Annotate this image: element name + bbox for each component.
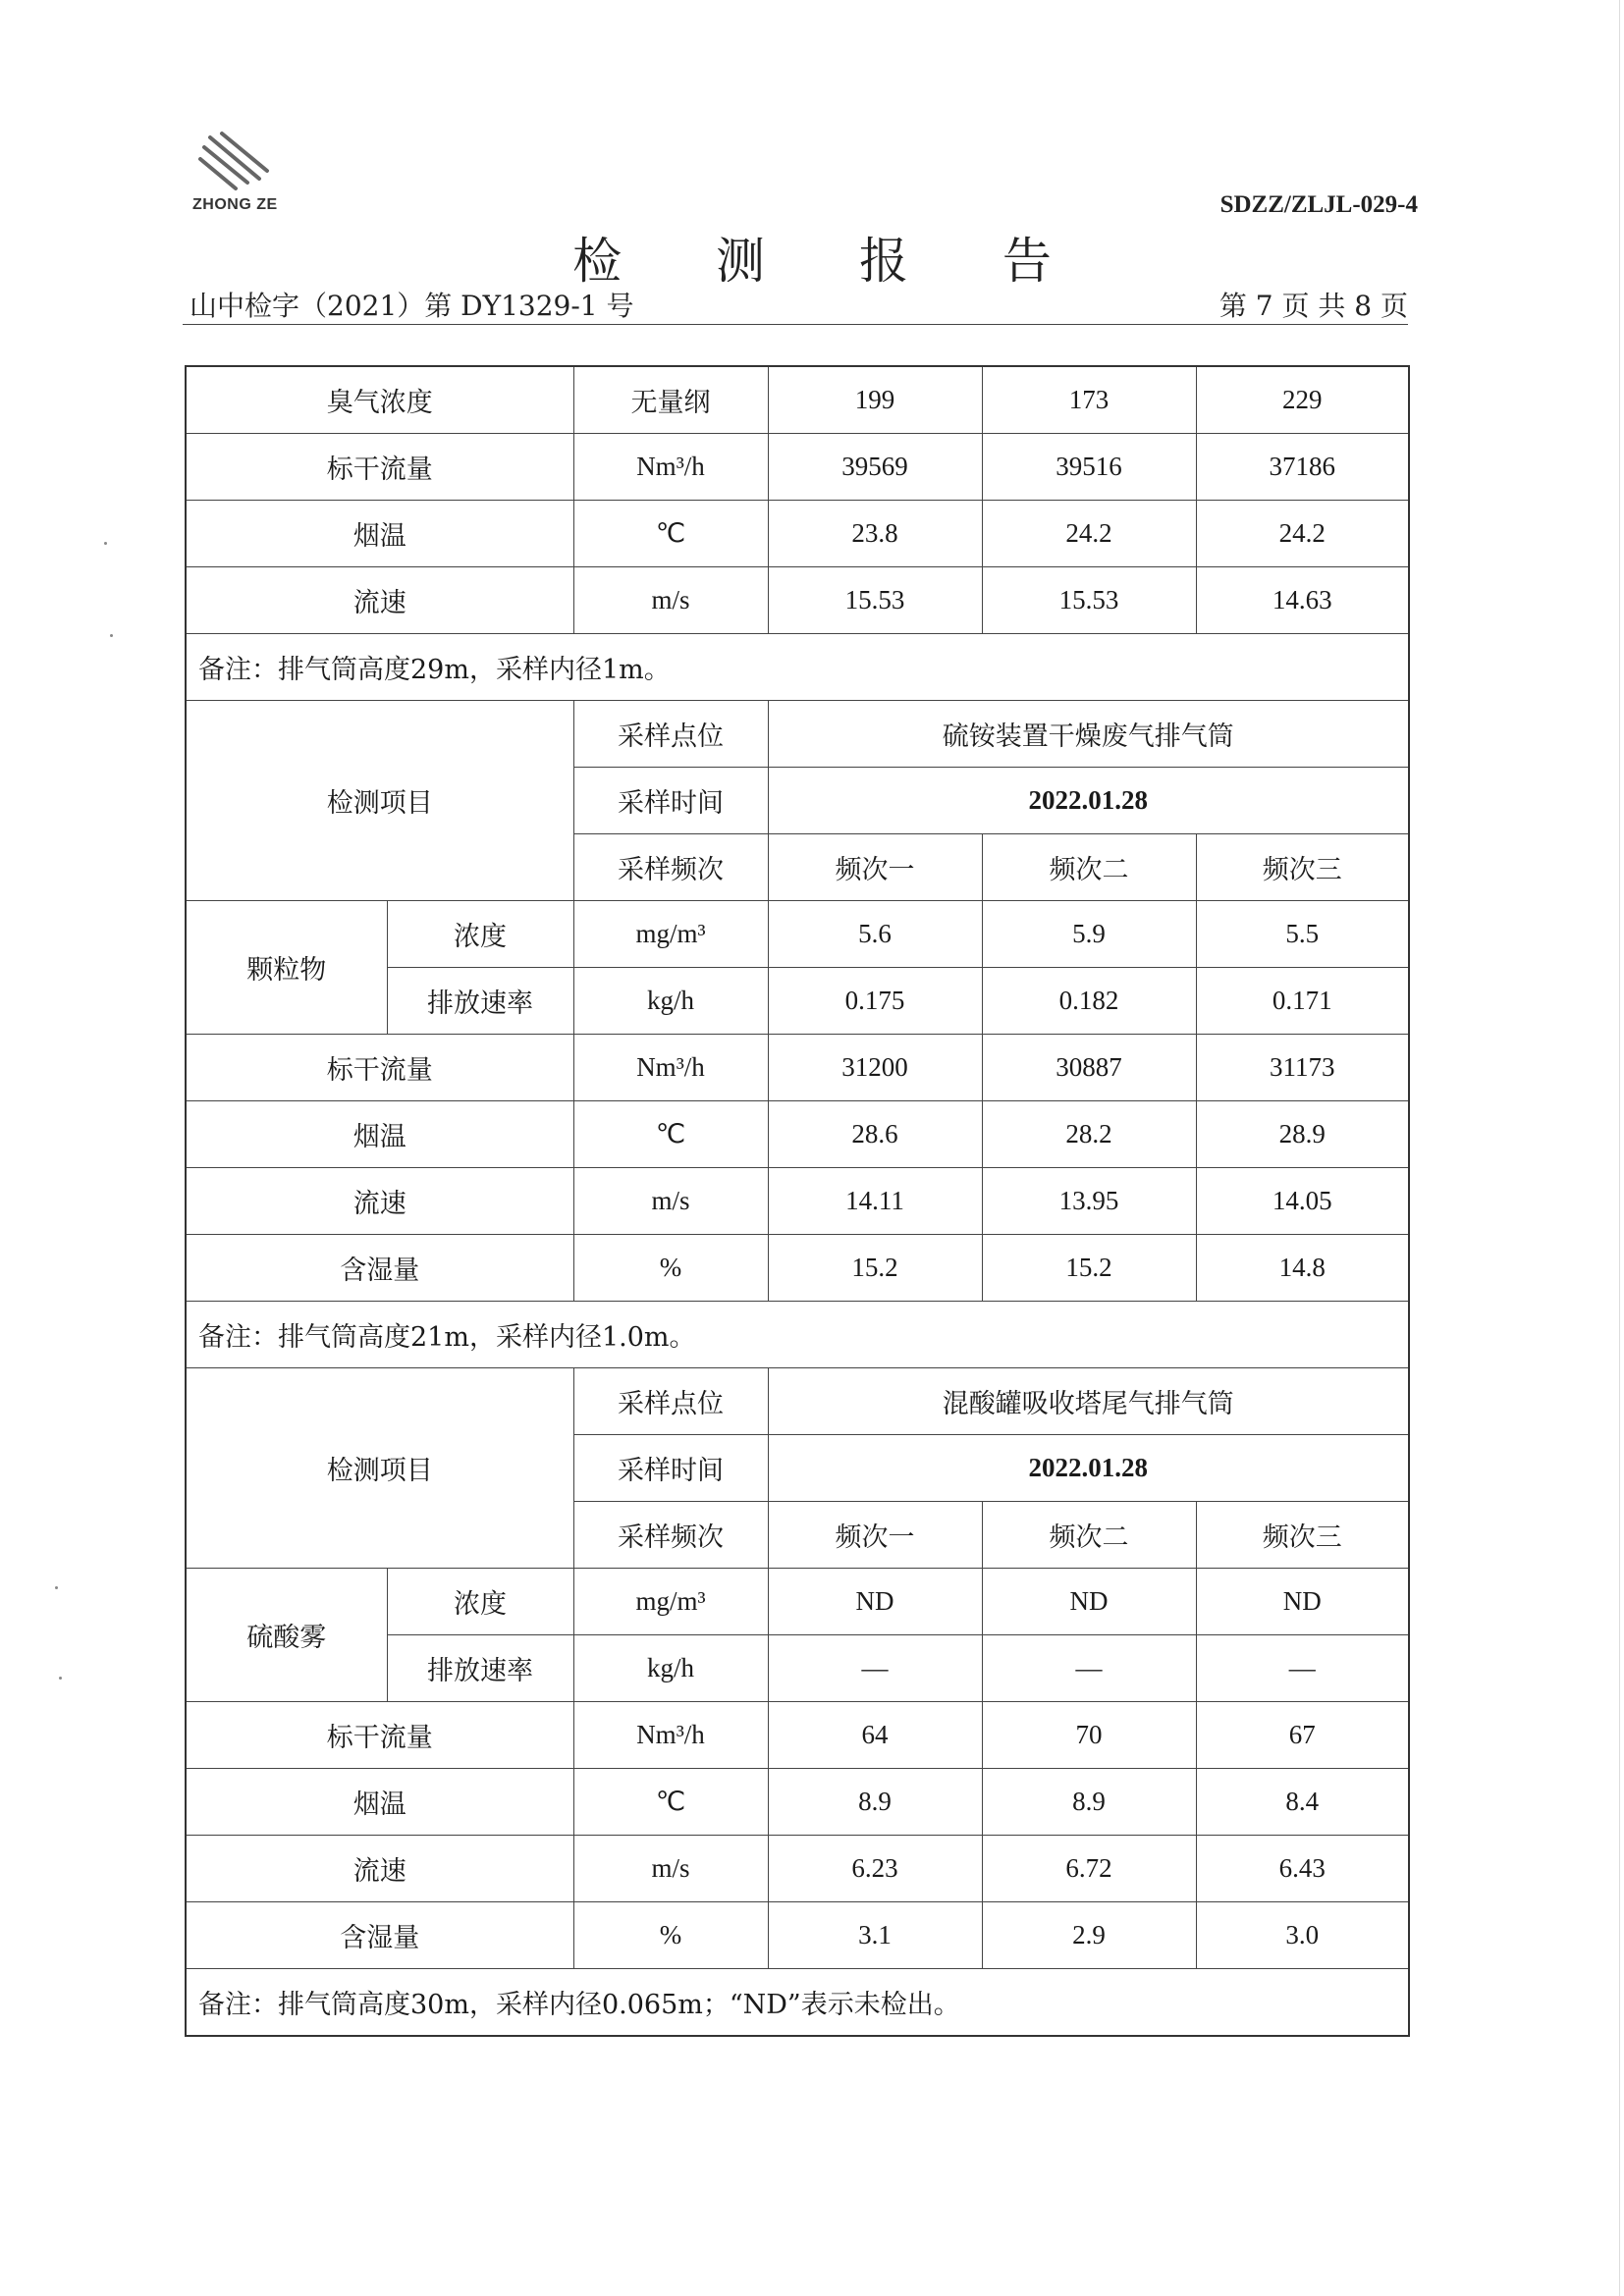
- site-cell: 硫铵装置干燥废气排气筒: [768, 701, 1409, 768]
- value-cell: 5.6: [768, 901, 982, 968]
- unit-cell: m/s: [573, 567, 768, 634]
- site-label-cell: 采样点位: [573, 1368, 768, 1435]
- unit-cell: %: [573, 1235, 768, 1302]
- value-cell: 173: [982, 366, 1196, 434]
- value-cell: —: [982, 1635, 1196, 1702]
- table-row: [186, 1769, 1409, 1836]
- table-row: [186, 1836, 1409, 1902]
- item-label-cell: 检测项目: [186, 1368, 573, 1569]
- unit-cell: kg/h: [573, 968, 768, 1035]
- scan-edge: [1619, 0, 1620, 2296]
- test-results-table: [185, 365, 1410, 2037]
- item-cell: 标干流量: [186, 1702, 573, 1769]
- table-row: [186, 567, 1409, 634]
- unit-cell: %: [573, 1902, 768, 1969]
- value-cell: —: [1196, 1635, 1409, 1702]
- value-cell: ND: [768, 1569, 982, 1635]
- value-cell: 28.9: [1196, 1101, 1409, 1168]
- value-cell: 229: [1196, 366, 1409, 434]
- table-row: [186, 1569, 1409, 1635]
- value-cell: 28.2: [982, 1101, 1196, 1168]
- value-cell: 3.1: [768, 1902, 982, 1969]
- unit-cell: mg/m³: [573, 1569, 768, 1635]
- unit-cell: Nm³/h: [573, 1702, 768, 1769]
- item-cell: 浓度: [387, 901, 573, 968]
- unit-cell: ℃: [573, 501, 768, 567]
- value-cell: 28.6: [768, 1101, 982, 1168]
- value-cell: 67: [1196, 1702, 1409, 1769]
- table-row: [186, 434, 1409, 501]
- unit-cell: ℃: [573, 1101, 768, 1168]
- value-cell: 8.9: [768, 1769, 982, 1836]
- value-cell: 14.05: [1196, 1168, 1409, 1235]
- unit-cell: Nm³/h: [573, 434, 768, 501]
- time-cell: 2022.01.28: [768, 1435, 1409, 1502]
- value-cell: 199: [768, 366, 982, 434]
- remark-cell: 备注：排气筒高度29m，采样内径1m。: [186, 634, 1409, 701]
- unit-cell: m/s: [573, 1168, 768, 1235]
- value-cell: 70: [982, 1702, 1196, 1769]
- item-cell: 烟温: [186, 1101, 573, 1168]
- scan-speck: [110, 634, 113, 637]
- value-cell: 14.63: [1196, 567, 1409, 634]
- item-label-cell: 检测项目: [186, 701, 573, 901]
- table-row: [186, 501, 1409, 567]
- value-cell: 14.11: [768, 1168, 982, 1235]
- item-cell: 臭气浓度: [186, 366, 573, 434]
- unit-cell: ℃: [573, 1769, 768, 1836]
- value-cell: 15.53: [982, 567, 1196, 634]
- value-cell: 0.171: [1196, 968, 1409, 1035]
- freq-cell: 频次三: [1196, 834, 1409, 901]
- table-row: [186, 1368, 1409, 1435]
- value-cell: 6.72: [982, 1836, 1196, 1902]
- freq-cell: 频次二: [982, 1502, 1196, 1569]
- item-cell: 流速: [186, 1168, 573, 1235]
- value-cell: 8.4: [1196, 1769, 1409, 1836]
- item-cell: 排放速率: [387, 968, 573, 1035]
- report-number: 山中检字（2021）第 DY1329-1 号: [189, 290, 634, 322]
- logo-text: ZHONG ZE: [192, 196, 278, 213]
- table-row: [186, 1302, 1409, 1368]
- item-cell: 标干流量: [186, 1035, 573, 1101]
- value-cell: 15.53: [768, 567, 982, 634]
- freq-cell: 频次一: [768, 1502, 982, 1569]
- value-cell: 15.2: [982, 1235, 1196, 1302]
- site-cell: 混酸罐吸收塔尾气排气筒: [768, 1368, 1409, 1435]
- value-cell: 6.43: [1196, 1836, 1409, 1902]
- time-label-cell: 采样时间: [573, 768, 768, 834]
- table-row: [186, 701, 1409, 768]
- table-row: [186, 366, 1409, 434]
- value-cell: ND: [1196, 1569, 1409, 1635]
- value-cell: 0.182: [982, 968, 1196, 1035]
- table-row: [186, 1702, 1409, 1769]
- table-row: [186, 1235, 1409, 1302]
- item-cell: 烟温: [186, 501, 573, 567]
- value-cell: 64: [768, 1702, 982, 1769]
- value-cell: 5.5: [1196, 901, 1409, 968]
- table-row: [186, 1969, 1409, 2037]
- table-row: [186, 1101, 1409, 1168]
- freq-label-cell: 采样频次: [573, 1502, 768, 1569]
- table-row: [186, 1035, 1409, 1101]
- value-cell: 3.0: [1196, 1902, 1409, 1969]
- unit-cell: m/s: [573, 1836, 768, 1902]
- table-row: [186, 901, 1409, 968]
- value-cell: 39569: [768, 434, 982, 501]
- value-cell: 37186: [1196, 434, 1409, 501]
- value-cell: ND: [982, 1569, 1196, 1635]
- value-cell: 31173: [1196, 1035, 1409, 1101]
- value-cell: 30887: [982, 1035, 1196, 1101]
- value-cell: 14.8: [1196, 1235, 1409, 1302]
- time-cell: 2022.01.28: [768, 768, 1409, 834]
- value-cell: 2.9: [982, 1902, 1196, 1969]
- freq-cell: 频次二: [982, 834, 1196, 901]
- table-row: [186, 1902, 1409, 1969]
- site-label-cell: 采样点位: [573, 701, 768, 768]
- scan-speck: [104, 542, 107, 545]
- remark-cell: 备注：排气筒高度21m，采样内径1.0m。: [186, 1302, 1409, 1368]
- value-cell: 13.95: [982, 1168, 1196, 1235]
- value-cell: 31200: [768, 1035, 982, 1101]
- remark-cell: 备注：排气筒高度30m，采样内径0.065m；“ND”表示未检出。: [186, 1969, 1409, 2037]
- freq-cell: 频次三: [1196, 1502, 1409, 1569]
- value-cell: 24.2: [1196, 501, 1409, 567]
- value-cell: 5.9: [982, 901, 1196, 968]
- item-cell: 流速: [186, 1836, 573, 1902]
- item-cell: 含湿量: [186, 1902, 573, 1969]
- page-number: 第 7 页 共 8 页: [1218, 290, 1408, 322]
- header-divider: [183, 324, 1408, 325]
- value-cell: 0.175: [768, 968, 982, 1035]
- time-label-cell: 采样时间: [573, 1435, 768, 1502]
- scan-speck: [59, 1677, 62, 1680]
- value-cell: 39516: [982, 434, 1196, 501]
- pollutant-cell: 硫酸雾: [186, 1569, 387, 1702]
- unit-cell: mg/m³: [573, 901, 768, 968]
- value-cell: —: [768, 1635, 982, 1702]
- pollutant-cell: 颗粒物: [186, 901, 387, 1035]
- value-cell: 6.23: [768, 1836, 982, 1902]
- table-row: [186, 1168, 1409, 1235]
- item-cell: 排放速率: [387, 1635, 573, 1702]
- item-cell: 浓度: [387, 1569, 573, 1635]
- table-row: [186, 634, 1409, 701]
- item-cell: 含湿量: [186, 1235, 573, 1302]
- item-cell: 烟温: [186, 1769, 573, 1836]
- freq-label-cell: 采样频次: [573, 834, 768, 901]
- value-cell: 15.2: [768, 1235, 982, 1302]
- item-cell: 流速: [186, 567, 573, 634]
- value-cell: 23.8: [768, 501, 982, 567]
- unit-cell: kg/h: [573, 1635, 768, 1702]
- unit-cell: 无量纲: [573, 366, 768, 434]
- page-title: 检 测 报 告: [572, 233, 1091, 290]
- value-cell: 8.9: [982, 1769, 1196, 1836]
- freq-cell: 频次一: [768, 834, 982, 901]
- unit-cell: Nm³/h: [573, 1035, 768, 1101]
- value-cell: 24.2: [982, 501, 1196, 567]
- document-code: SDZZ/ZLJL-029-4: [1219, 191, 1418, 218]
- scan-speck: [55, 1586, 58, 1589]
- item-cell: 标干流量: [186, 434, 573, 501]
